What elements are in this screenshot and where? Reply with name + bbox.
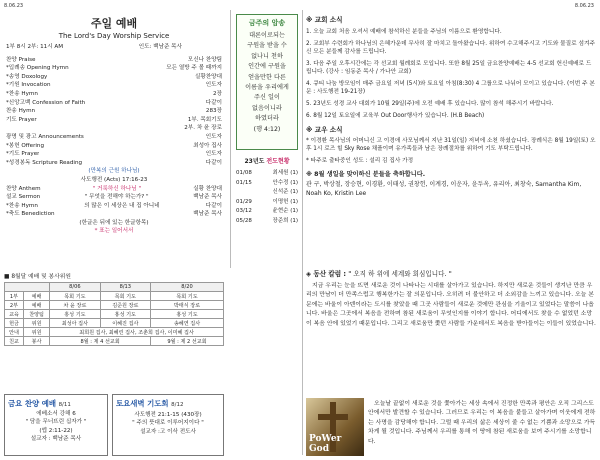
bible-line: 주신 일이 xyxy=(254,94,280,102)
list-item xyxy=(236,217,298,227)
duty-cell: 홍성 기도 xyxy=(100,310,150,319)
evangelism-name: 장준희 (1) xyxy=(272,217,298,224)
bible-line: 구원을 받을 수 xyxy=(247,42,287,50)
duty-date: 8/20 xyxy=(151,283,224,292)
evangelism-year: 23년도 xyxy=(244,158,265,165)
service-row-who: 인도자 xyxy=(205,151,222,158)
evangelism-name: 신석준 (1) xyxy=(272,189,298,195)
pray-item: * 이경환 목사님의 어머니신 고 이경애 사모님께서 지난 31일(일) 저녁에 소천 하셨습니다. 장례식은 8월 19일(토) 오후 1시 로즈 힐 Sky Rose 채플이며 유가족들과 남은 장례절차를 위하여 기도 부탁드립니다. xyxy=(306,138,596,152)
duty-cell: 교육 xyxy=(5,310,24,319)
table-row xyxy=(5,310,224,319)
service-row-who: 283장 xyxy=(205,108,222,115)
saturday-date: 8/12 xyxy=(171,402,184,408)
evangelism-title: 전도현황 xyxy=(266,158,290,165)
service-row-item: 찬양 Praise xyxy=(6,56,36,63)
evangelism-date: 01/29 xyxy=(236,198,252,205)
image-caption: PoWer God xyxy=(309,434,342,454)
table-row xyxy=(5,328,224,337)
evangelism-status xyxy=(236,156,298,226)
saturday-title: 토요새벽 기도회 xyxy=(116,399,169,408)
evangelism-date: 01/08 xyxy=(236,170,252,176)
service-row-item: 광명 및 광고 Announcements xyxy=(6,133,84,140)
bible-verse xyxy=(239,31,295,125)
pray-list xyxy=(306,137,596,165)
friday-series: 에베소서 강해 6 xyxy=(36,411,76,417)
service-row-item: 찬송 Hymn xyxy=(6,108,36,115)
sermon-label: 설교 Sermon xyxy=(6,194,41,201)
anthem-title: " 거룩하신 하나님 " xyxy=(92,185,142,192)
duty-cell: 홍성 기도 xyxy=(151,310,224,319)
duty-cell: 김준원 장로 xyxy=(100,301,150,310)
benediction-who: 백남준 목사 xyxy=(193,211,222,218)
column-title: " 오직 하 위에 세계와 회심입니다. " xyxy=(348,270,452,278)
list-item xyxy=(236,207,298,217)
service-row xyxy=(6,142,222,151)
bible-line: 하였더라 xyxy=(255,115,279,123)
duty-section xyxy=(4,271,224,346)
pray-item: * 타주로 출타중인 성도 : 설리 김 집사 가정 xyxy=(306,158,414,164)
cross-bar-icon xyxy=(318,414,348,420)
service-row-who: 다같이 xyxy=(205,99,222,106)
power-of-god-image xyxy=(306,398,364,456)
duty-cell: 홍성 기도 xyxy=(50,310,100,319)
duty-cell: 안내 xyxy=(5,328,24,337)
evangelism-date: 03/12 xyxy=(236,208,252,214)
news-item: 3. 다음 주일 오후시간에는 각 선교회 월례회로 모입니다. 또한 8월 25일 금요찬양예배는 4-5 선교회 헌신예배로 드립니다. (강사 : 임동준 목사 / 가나안 교회) xyxy=(306,61,592,75)
service-row xyxy=(6,107,222,116)
stand-note: * 표는 일어서서 xyxy=(94,228,134,235)
duty-cell: 찬양팀 xyxy=(23,310,49,319)
list-item xyxy=(236,188,298,198)
bible-line: 없나니 천하 xyxy=(251,52,283,60)
friday-date: 8/11 xyxy=(58,402,71,408)
service-title-en: The Lord's Day Worship Service xyxy=(58,32,170,40)
saturday-ref: 사도행전 21:1-15 (430장) xyxy=(134,412,202,418)
service-row xyxy=(6,124,222,133)
hymn2-label: *찬송 Hymn xyxy=(6,202,38,209)
service-row xyxy=(6,64,222,73)
evangelism-name: 안수정 (1) xyxy=(272,179,298,186)
service-row xyxy=(6,90,222,99)
column-article xyxy=(306,268,596,282)
duty-cell: 목회 기도 xyxy=(151,292,224,301)
lunch-note: (한글은 뒤에 있는 한글항목) xyxy=(79,219,149,226)
service-row xyxy=(6,133,222,142)
list-item xyxy=(236,198,298,208)
news-item: 4. 큐티 나눔 방모임이 매주 금요일 저녁 (5시)와 토요일 아침(8:30) 4 그룹으로 나뉘어 모이고 있습니다. (이번 주 본문 : 사도행전 19-21장) xyxy=(306,81,595,95)
bible-memory-title: 금주의 암송 xyxy=(248,19,286,27)
duty-cell: 예배 xyxy=(23,292,49,301)
service-title: 주일 예배 xyxy=(90,17,138,30)
offering-hymn: (만복의 근원 하나님) xyxy=(88,168,140,175)
duty-cell: 차 윤 장로 xyxy=(50,301,100,310)
friday-ref: (엡 2:11-22) xyxy=(39,427,73,434)
service-row-who: 2부. 차 윤 장로 xyxy=(184,125,222,132)
table-row xyxy=(5,301,224,310)
service-row-item: *봉헌 Offering xyxy=(6,142,45,149)
benediction-label: *축도 Benediction xyxy=(6,211,55,218)
service-row-who: 최성아 집사 xyxy=(193,142,222,149)
hymn2-title: 의 많은 이 세상은 내 집 아니네 xyxy=(84,202,160,209)
bible-ref: (행 4:12) xyxy=(253,125,281,133)
duty-cell: 2부 xyxy=(5,301,24,310)
duty-cell: 헌금 xyxy=(5,319,24,328)
evangelism-date: 05/28 xyxy=(236,217,252,224)
friday-preacher: 설교자 : 백남준 목사 xyxy=(30,436,82,443)
saturday-theme: " 주의 뜻대로 이루어지이다 " xyxy=(132,420,204,427)
news-item: 5. 23년도 성경 교사 대회가 10월 29일(주)에 오전 예배 후 있습니다. 많이 참석 해주시기 바랍니다. xyxy=(306,101,554,107)
saturday-prayer-box xyxy=(112,394,224,456)
list-item xyxy=(236,169,298,179)
service-row xyxy=(6,56,222,65)
birthday-title: ※ 8월 생일을 맞이하신 분들을 축하합니다. xyxy=(306,171,426,178)
table-row xyxy=(5,292,224,301)
duty-cell: 목회 기도 xyxy=(100,292,150,301)
service-time: 1부 8시 2부: 11시 AM xyxy=(6,44,64,50)
worship-order xyxy=(6,15,222,236)
bible-memory-box xyxy=(236,14,298,150)
duty-cell: 송혜연 집사 xyxy=(151,319,224,328)
duty-date: 8/06 xyxy=(50,283,100,292)
sermon-preacher: 백남준 목사 xyxy=(193,194,222,201)
bible-line: 얻을만한 다른 xyxy=(248,73,286,81)
duty-cell: 위원 xyxy=(23,328,49,337)
birthday-names: 관 구, 박상철, 장승현, 이경환, 이태성, 권창헌, 이계경, 이운자, 윤두옥, 유리아, 최창숙, Samantha Kim, Noah Ko, Kristin Lee xyxy=(306,181,582,197)
news-title: ※ 교회 소식 xyxy=(306,16,343,24)
service-row-item: *송영 Doxology xyxy=(6,73,48,80)
duty-cell: 8월 : 제 4 선교회 xyxy=(50,337,151,346)
scripture: 사도행전 (Acts) 17:16-23 xyxy=(80,176,148,183)
anthem-choir: 실황 찬양대 xyxy=(193,185,222,192)
evangelism-list xyxy=(236,169,298,226)
news-item: 1. 오늘 교회 처음 오셔서 예배에 참석하신 분들을 주님의 이름으로 환영합니다. xyxy=(306,29,502,35)
service-row-who: 다같이 xyxy=(205,159,222,166)
divider xyxy=(230,10,231,268)
evangelism-name: 최세원 (1) xyxy=(272,170,298,176)
bible-line: 대론이로되는 xyxy=(249,32,285,39)
service-row-who: 모든 열방 주 볼 때까지 xyxy=(166,65,222,72)
service-row-who: 2장 xyxy=(213,90,222,97)
friday-theme: " 담을 무너뜨린 십자가 " xyxy=(25,419,87,426)
column-paragraph-2: 오늘날 끝없이 새로운 것을 쫓아가는 세상 속에서 진정한 만족과 평안은 오직 그리스도 안에서만 발견할 수 있습니다. 그러므로 우리는 이 복음을 붙들고 살아가며 이웃에게 전하는 사명을 감당해야 합니다. 그럴 때 우리의 삶은 세상이 줄 수 없는 기쁨과 소망으로 가득 차게 될 것입니다. 주님께서 우리를 통해 이 땅에 참된 새로움을 보여 주시기를 소망합니다. xyxy=(368,401,596,445)
right-page-date: 8.06.23 xyxy=(574,3,594,9)
left-page-date: 8.06.23 xyxy=(4,3,24,9)
service-row-item: *성경봉독 Scripture Reading xyxy=(6,159,83,166)
bible-line: 없음이니라 xyxy=(252,104,282,112)
duty-cell: 9월 : 제 2 선교회 xyxy=(151,337,224,346)
service-row-who: 모신나 찬양팀 xyxy=(187,56,222,63)
service-row-item: *신앙고백 Confession of Faith xyxy=(6,99,86,106)
service-row-who: 인도자 xyxy=(205,82,222,89)
service-row xyxy=(6,150,222,159)
duty-title: 8월달 예배 및 봉사위원 xyxy=(11,274,71,280)
duty-cell: 이혜진 집사 xyxy=(100,319,150,328)
duty-date: 8/13 xyxy=(100,283,150,292)
service-rows xyxy=(6,56,222,168)
evangelism-name: 윤현순 (1) xyxy=(272,208,298,214)
service-row-who: 1부. 목회기도 xyxy=(187,116,222,123)
service-row xyxy=(6,99,222,108)
list-item xyxy=(236,179,298,189)
duty-table xyxy=(4,282,224,346)
service-row-item: *기도 Prayer xyxy=(6,151,40,158)
service-row-who: 인도자 xyxy=(205,133,222,140)
service-leader: 인도: 백남준 목사 xyxy=(138,44,182,50)
duty-cell: 봉사 xyxy=(23,337,49,346)
service-row xyxy=(6,159,222,168)
sermon-title: " 무엇을 전해야 하는가? " xyxy=(84,194,149,201)
news-list xyxy=(306,28,596,120)
evangelism-date: 01/15 xyxy=(236,179,252,186)
column-label: ◈ 동산 칼럼 : xyxy=(306,270,347,278)
square-icon: ■ xyxy=(4,274,12,280)
duty-cell: 목회 기도 xyxy=(50,292,100,301)
service-row-item: 기도 Prayer xyxy=(6,116,37,123)
divider xyxy=(302,10,303,455)
service-row-item: *입례송 Opening Hymn xyxy=(6,65,69,72)
bible-line: 인간에 구원을 xyxy=(248,63,286,71)
hymn2-who: 다같이 xyxy=(205,202,222,209)
bible-line: 이름을 우리에게 xyxy=(245,84,289,92)
duty-cell: 1부 xyxy=(5,292,24,301)
pray-title: ※ 교우 소식 xyxy=(306,126,343,134)
service-row-who: 실황찬양대 xyxy=(194,73,222,80)
duty-cell: 최성아 집사 xyxy=(50,319,100,328)
news-item: 6. 8월 12일 토요일에 교육부 Out Door행사가 있습니다. (H.B Beach) xyxy=(306,113,485,119)
duty-cell: 박태식 장로 xyxy=(151,301,224,310)
saturday-preacher: 설교자 :고 이삭 전도사 xyxy=(140,428,196,435)
duty-cell: 예배 xyxy=(23,301,49,310)
friday-title: 금요 찬양 예배 xyxy=(8,399,56,408)
duty-cell: 최희원 집사, 최혜린 집사, 조춘희 집사, 이미혜 집사 xyxy=(50,328,224,337)
service-row xyxy=(6,116,222,125)
duty-cell: 위원 xyxy=(23,319,49,328)
evangelism-name: 이명헌 (1) xyxy=(272,198,298,205)
table-row xyxy=(5,319,224,328)
service-row-item: *찬송 Hymn xyxy=(6,90,38,97)
table-row xyxy=(5,337,224,346)
friday-worship-box xyxy=(4,394,108,456)
column-paragraph-1: 지금 우리는 눈을 뜨면 새로운 것이 나타나는 시대를 살아가고 있습니다. 하지만 새로운 것들이 생겨난 만큼 우리의 만남이 더 만족스럽고 행복한가는 잘 의문입니다. 오히려 더 불안하고 더 소외감을 느끼고 있습니다. 오늘 본문에는 바울이 아덴이라는 도시를 찾았을 때 그곳 사람들이 새로운 것에만 관심을 기울이고 있었다는 말씀이 나옵니다. 바울은 그곳에서 복음을 전하며 참된 새로움이 무엇인지를 이야기 합니다. 어디에서도 찾을 수 없었던 소망이 복음 안에 있었기 때문입니다. 그리고 새로움만 쫓던 사람들 가운데서도 복음을 받아들이는 이들이 있었습니다. xyxy=(306,283,596,327)
duty-cell: 친교 xyxy=(5,337,24,346)
anthem-label: 찬양 Anthem xyxy=(6,185,41,192)
service-row xyxy=(6,81,222,90)
duty-header-blank xyxy=(5,283,50,292)
church-news xyxy=(306,14,596,198)
service-row-item: *기원 Invocation xyxy=(6,82,51,89)
service-row xyxy=(6,73,222,82)
news-item: 2. 교회부 수련회가 하나님의 은혜가운데 무사히 잘 마치고 돌아왔습니다. 위하여 수고해주시고 기도와 물질로 섬겨주신 모든 분들께 감사를 드립니다. xyxy=(306,41,595,55)
